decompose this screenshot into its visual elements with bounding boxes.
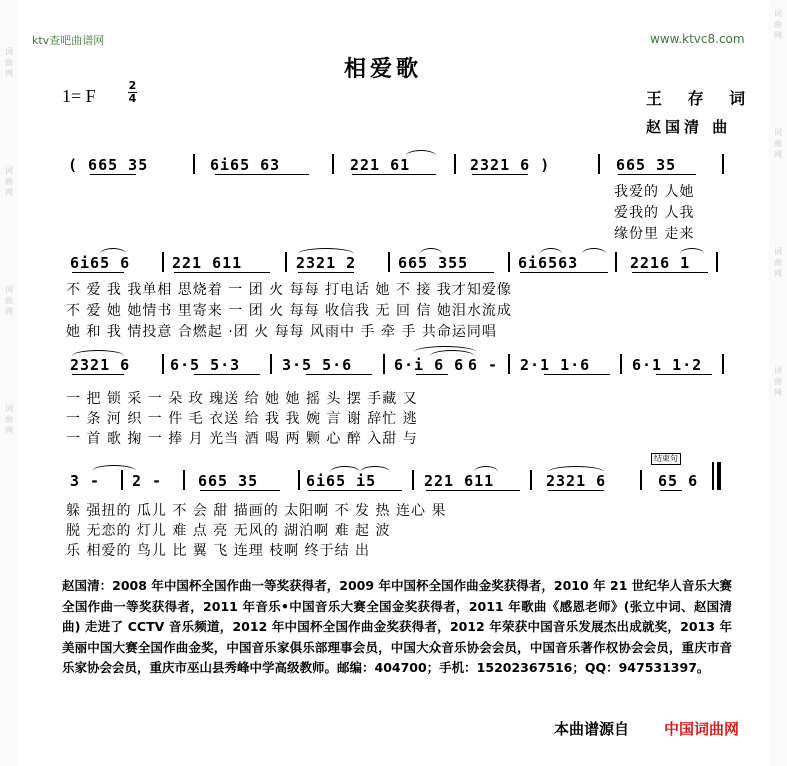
slur xyxy=(406,150,436,156)
slur xyxy=(474,466,498,472)
underline-beam xyxy=(472,174,528,175)
slur xyxy=(330,466,360,472)
lyric-line: 一 条 河 织 一 件 毛 衣送 给 我 我 婉 言 谢 辞忙 逃 xyxy=(66,411,418,427)
barline xyxy=(412,470,414,490)
measure: 2321 6 xyxy=(546,472,607,490)
lyric-line: 她 和 我 情投意 合燃起 ·团 火 每每 风雨中 手 牵 手 共命运同唱 xyxy=(66,324,497,340)
measure: 6·i 6 6 xyxy=(394,356,465,374)
measure: 6i65 63 xyxy=(210,156,281,174)
slur xyxy=(680,248,704,254)
barline xyxy=(285,252,287,272)
underline-beam xyxy=(520,272,608,273)
slur xyxy=(430,350,474,356)
measure: 6i6563 xyxy=(518,254,579,272)
measure: 665 35 xyxy=(198,472,259,490)
barline xyxy=(193,154,195,174)
underline-beam xyxy=(215,174,309,175)
measure: 2·1 1·6 xyxy=(520,356,591,374)
underline-beam xyxy=(308,490,402,491)
lyric-line: 脱 无恋的 灯儿 难 点 亮 无风的 湖泊啊 难 起 波 xyxy=(66,523,391,539)
barline xyxy=(722,354,724,374)
lyric-line: 不 爱 我 我单相 思烧着 一 团 火 每每 打电话 她 不 接 我才知爱像 xyxy=(66,282,512,298)
underline-beam xyxy=(72,272,124,273)
barline xyxy=(615,252,617,272)
barline xyxy=(722,154,724,174)
measure: 221 611 xyxy=(172,254,243,272)
measure: 3 - xyxy=(70,472,101,490)
underline-beam xyxy=(618,174,696,175)
underline-beam xyxy=(194,374,260,375)
underline-beam xyxy=(298,272,354,273)
underline-beam xyxy=(426,490,520,491)
slur xyxy=(540,248,562,254)
slur xyxy=(298,248,354,254)
barline xyxy=(162,252,164,272)
measure: 3·5 5·6 xyxy=(282,356,353,374)
lyric-line: 不 爱 她 她情书 里寄来 一 团 火 每每 收信我 无 回 信 她泪水流成 xyxy=(66,303,512,319)
barline xyxy=(388,252,390,272)
barline xyxy=(298,470,300,490)
lyric-line: 一 把 锁 采 一 朵 玫 瑰送 给 她 她 摇 头 摆 手藏 又 xyxy=(66,391,418,407)
barline xyxy=(121,470,123,490)
final-barline-thick xyxy=(717,462,721,490)
tie xyxy=(92,465,136,471)
left-watermark-strip: 词 曲 网 词 曲 网 词 曲 网 词 曲 网 xyxy=(0,0,18,766)
measure: 6i65 6 xyxy=(70,254,131,272)
underline-beam xyxy=(200,490,280,491)
underline-beam xyxy=(656,374,712,375)
barline xyxy=(530,470,532,490)
intro-lyric: 我爱的 人她 xyxy=(614,184,695,200)
lyric-line: 一 首 歌 掬 一 捧 月 光当 酒 喝 两 颗 心 醉 入甜 与 xyxy=(66,431,418,447)
measure: 2321 6 xyxy=(70,356,131,374)
barline xyxy=(640,470,642,490)
underline-beam xyxy=(416,374,448,375)
measure: 665 355 xyxy=(398,254,469,272)
slur xyxy=(360,466,390,472)
measure: 2321 2 xyxy=(296,254,357,272)
measure: 6·5 5·3 xyxy=(170,356,241,374)
measure: 65 6 xyxy=(658,472,699,490)
slur xyxy=(582,248,606,254)
barline xyxy=(332,154,334,174)
barline xyxy=(716,252,718,272)
underline-beam xyxy=(72,374,124,375)
measure: 221 61 xyxy=(350,156,411,174)
end-phrase-label: 结束句 xyxy=(651,453,681,465)
underline-beam xyxy=(548,490,604,491)
measure: 6i65 i5 xyxy=(306,472,377,490)
slur xyxy=(548,466,604,472)
source-site-link[interactable]: 中国词曲网 xyxy=(664,720,740,738)
underline-beam xyxy=(174,272,270,273)
underline-beam xyxy=(660,490,682,491)
right-watermark-strip: 词 曲 网 词 曲 网 词 曲 网 词 曲 网 xyxy=(769,0,787,766)
intro-lyric: 爱我的 人我 xyxy=(614,205,695,221)
barline xyxy=(162,354,164,374)
measure: 665 35 xyxy=(616,156,677,174)
measure: 221 611 xyxy=(424,472,495,490)
watermark-left-site: ktv查吧曲谱网 xyxy=(32,34,105,47)
measure: 2321 6 ) xyxy=(470,156,551,174)
composer-bio: 赵国清：2008 年中国杯全国作曲一等奖获得者，2009 年中国杯全国作曲金奖获得者，2010 年 21 世纪华人音乐大赛全国作曲一等奖获得者，2011 年音乐•中国音乐大赛全国金奖获得者，2011 年歌曲《感恩老师》(张立中词、赵国清曲) 走进了 CCTV 音乐频道，2012 年中国杯全国作曲金奖获得者，2012 年荣获中国音乐发展杰出成就奖，2013 年美丽中国大赛全国作曲金奖，中国音乐家俱乐部理事会员，中国大众音乐协会会员，中国音乐著作权协会会员，重庆市音乐家协会会员，重庆市巫山县秀峰中学高级教师。邮编：404700；手机：15202367516；QQ：947531397。 xyxy=(62,578,732,675)
barline xyxy=(183,470,185,490)
slur xyxy=(420,248,442,254)
barline xyxy=(598,154,600,174)
slur xyxy=(72,350,124,356)
measure: 6 - xyxy=(468,356,499,374)
composer: 赵国清 曲 xyxy=(646,118,732,136)
lyric-line: 乐 相爱的 鸟儿 比 翼 飞 连理 枝啊 终于结 出 xyxy=(66,543,371,559)
underline-beam xyxy=(544,374,610,375)
underline-beam xyxy=(400,272,494,273)
watermark-right-site: www.ktvc8.com xyxy=(650,32,745,46)
underline-beam xyxy=(352,174,436,175)
barline xyxy=(270,354,272,374)
key-signature: 1= F xyxy=(62,86,96,106)
barline xyxy=(508,354,510,374)
slur xyxy=(100,248,126,254)
underline-beam xyxy=(306,374,372,375)
lyricist: 王 存 词 xyxy=(646,89,756,108)
barline xyxy=(620,354,622,374)
barline xyxy=(383,354,385,374)
underline-beam xyxy=(632,272,708,273)
song-title: 相爱歌 xyxy=(344,57,423,82)
measure: 2216 1 xyxy=(630,254,691,272)
time-signature: 2 4 xyxy=(128,79,137,105)
source-label: 本曲谱源自 xyxy=(554,720,630,738)
underline-beam xyxy=(90,174,136,175)
measure: 6·1 1·2 xyxy=(632,356,703,374)
measure: ( 665 35 xyxy=(68,156,149,174)
barline xyxy=(454,154,456,174)
intro-lyric: 缘份里 走来 xyxy=(614,226,695,242)
measure: 2 - xyxy=(132,472,163,490)
final-barline xyxy=(712,462,714,490)
barline xyxy=(508,252,510,272)
lyric-line: 躲 强扭的 瓜儿 不 会 甜 描画的 太阳啊 不 发 热 连心 果 xyxy=(66,503,447,519)
